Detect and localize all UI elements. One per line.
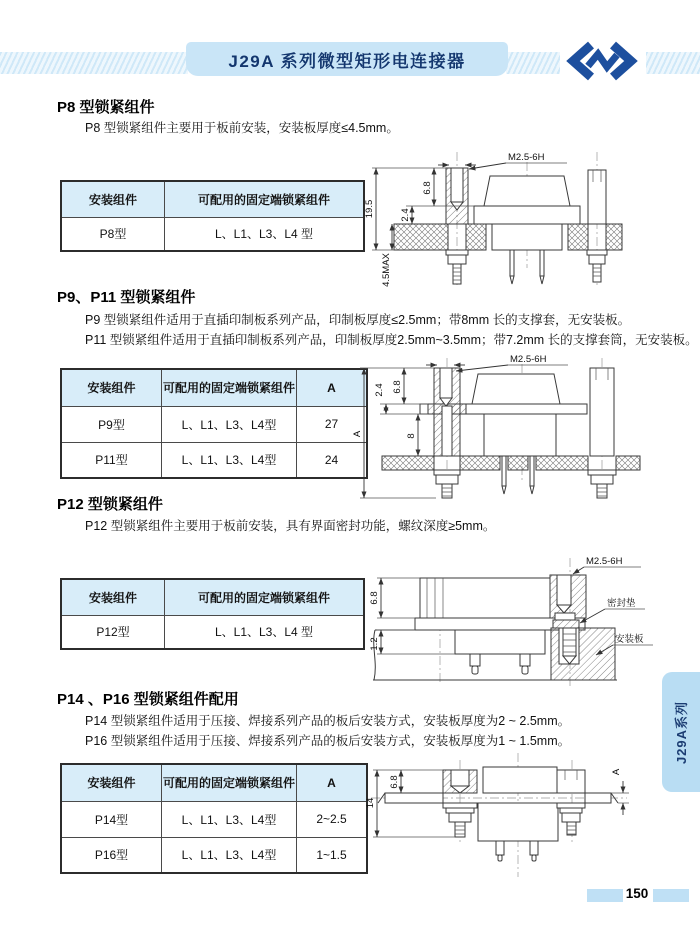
table-row <box>61 615 364 649</box>
dim-label: 4.5MAX <box>381 253 392 287</box>
section-heading-p12: P12 型锁紧组件 <box>57 496 163 513</box>
table-header-cell: 可配用的固定端锁紧组件 <box>162 369 297 406</box>
table-cell: L、L1、L3、L4型 <box>162 406 297 442</box>
page-title <box>186 42 508 76</box>
section-heading-p14-p16: P14 、P16 型锁紧组件配用 <box>57 691 239 708</box>
dim-label: 19.5 <box>364 199 375 219</box>
brand-logo-icon <box>564 40 640 82</box>
table-header-cell: 安装组件 <box>61 181 165 217</box>
dim-label: A <box>352 430 363 438</box>
dim-label: 6.8 <box>392 380 403 394</box>
connector-outline <box>373 575 617 680</box>
table-cell: P11型 <box>61 442 162 478</box>
p8-technical-drawing <box>362 148 642 290</box>
p9-p11-technical-drawing <box>352 352 657 500</box>
table-cell: L、L1、L3、L4 型 <box>165 217 365 251</box>
table-header-cell: A <box>297 369 368 406</box>
series-side-tab-label: J29A系列 <box>674 700 690 764</box>
table-cell: L、L1、L3、L4 型 <box>165 615 365 649</box>
dim-label: 6.8 <box>369 591 380 605</box>
section-paragraph: P12 型锁紧组件主要用于板前安装，具有界面密封功能，螺纹深度≥5mm。 <box>85 519 496 533</box>
section-heading-p9-p11: P9、P11 型锁紧组件 <box>57 289 196 306</box>
table-header-cell: A <box>297 764 368 801</box>
p12-compatibility-table <box>60 578 365 650</box>
table-header-cell: 安装组件 <box>61 764 162 801</box>
page-title-text: J29A 系列微型矩形电连接器 <box>228 51 466 71</box>
thread-label: M2.5-6H <box>508 152 545 163</box>
table-header-cell: 可配用的固定端锁紧组件 <box>162 764 297 801</box>
connector-outline <box>378 767 618 861</box>
header-hatch-band <box>0 52 188 74</box>
section-paragraph: P8 型锁紧组件主要用于板前安装，安装板厚度≤4.5mm。 <box>85 121 399 135</box>
dim-label: 6.8 <box>422 181 433 195</box>
table-cell: P8型 <box>61 217 165 251</box>
dim-label: 2.4 <box>374 383 385 397</box>
table-cell: 24 <box>297 442 368 478</box>
section-paragraph: P9 型锁紧组件适用于直插印制板系列产品，印制板厚度≤2.5mm；带8mm 长的支撑套，无安装板。 <box>85 313 631 327</box>
section-heading-p8: P8 型锁紧组件 <box>57 99 155 116</box>
dim-label: 2.4 <box>400 208 411 222</box>
header-hatch-band <box>506 52 560 74</box>
table-header-cell: 安装组件 <box>61 579 165 615</box>
p12-technical-drawing <box>365 550 660 692</box>
table-row <box>61 837 367 873</box>
dim-label: 14 <box>365 797 376 809</box>
p14-p16-compatibility-table <box>60 763 368 874</box>
table-header-cell: 安装组件 <box>61 369 162 406</box>
table-cell: P16型 <box>61 837 162 873</box>
table-row <box>61 217 364 251</box>
dim-label: A <box>611 768 622 776</box>
table-cell: P14型 <box>61 801 162 837</box>
table-cell: P12型 <box>61 615 165 649</box>
page-number-decoration <box>587 889 623 902</box>
table-cell: 1~1.5 <box>297 837 368 873</box>
dim-label: 1.2 <box>369 637 380 651</box>
thread-label: M2.5-6H <box>510 354 547 365</box>
section-paragraph: P14 型锁紧组件适用于压接、焊接系列产品的板后安装方式，安装板厚度为2 ~ 2.5mm。 <box>85 714 571 728</box>
table-cell: 2~2.5 <box>297 801 368 837</box>
table-cell: 27 <box>297 406 368 442</box>
page-number-decoration <box>653 889 689 902</box>
seal-gasket-label: 密封垫 <box>607 598 636 609</box>
table-header-cell: 可配用的固定端锁紧组件 <box>165 579 365 615</box>
table-row <box>61 442 367 478</box>
table-cell: L、L1、L3、L4型 <box>162 442 297 478</box>
series-side-tab <box>662 672 700 792</box>
table-cell: P9型 <box>61 406 162 442</box>
p8-compatibility-table <box>60 180 365 252</box>
p9-p11-compatibility-table <box>60 368 368 479</box>
section-paragraph: P16 型锁紧组件适用于压接、焊接系列产品的板后安装方式，安装板厚度为1 ~ 1.5mm。 <box>85 734 571 748</box>
thread-label: M2.5-6H <box>586 556 623 567</box>
page-number: 150 <box>625 886 649 901</box>
table-row <box>61 406 367 442</box>
section-paragraph: P11 型锁紧组件适用于直插印制板系列产品，印制板厚度2.5mm~3.5mm；带7.2mm 长的支撑套筒，无安装板。 <box>85 333 698 347</box>
dim-label: 6.8 <box>389 775 400 789</box>
table-cell: L、L1、L3、L4型 <box>162 801 297 837</box>
mounting-plate-label: 安装板 <box>615 634 644 645</box>
table-cell: L、L1、L3、L4型 <box>162 837 297 873</box>
p14-p16-technical-drawing <box>365 745 655 885</box>
connector-outline <box>382 368 640 498</box>
table-row <box>61 801 367 837</box>
table-header-cell: 可配用的固定端锁紧组件 <box>165 181 365 217</box>
header-hatch-band <box>646 52 700 74</box>
dim-label: 8 <box>406 433 417 439</box>
